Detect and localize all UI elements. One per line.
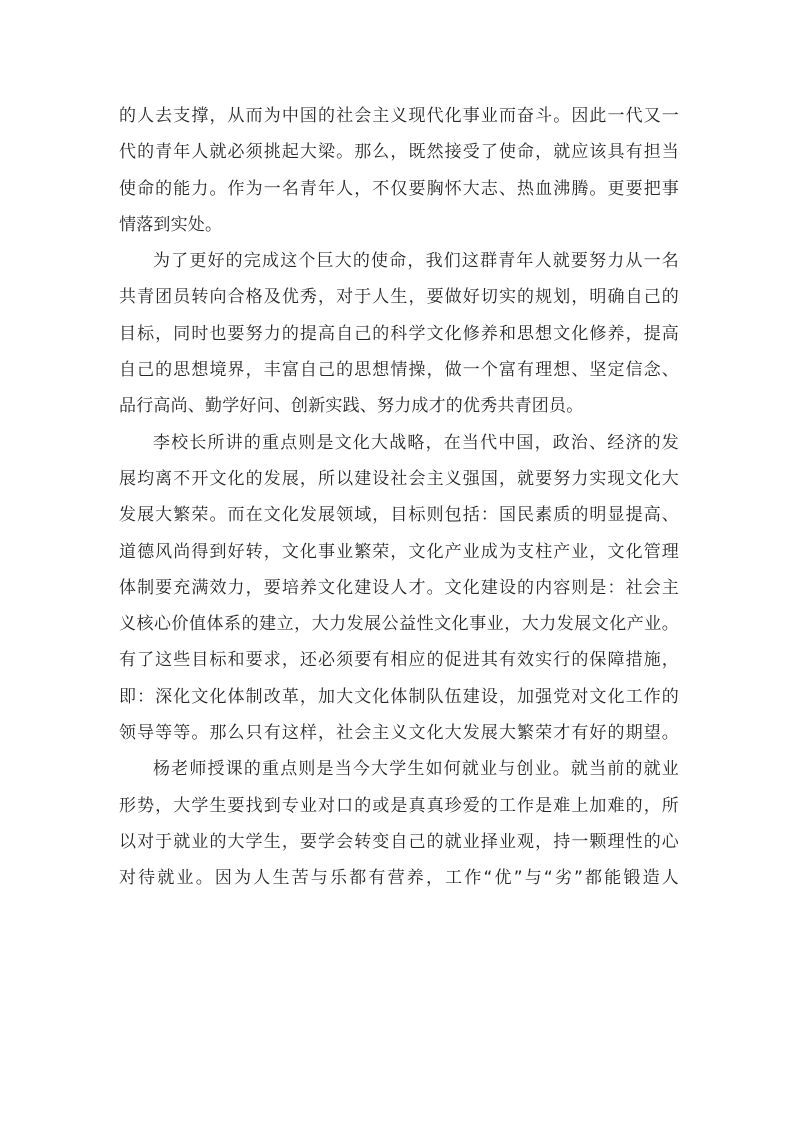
text-line: 即：深化文化体制改革，加大文化体制队伍建设，加强党对文化工作的: [119, 686, 679, 707]
text-line: 情落到实处。: [119, 214, 223, 235]
text-line: 目标，同时也要努力的提高自己的科学文化修养和思想文化修养，提高: [119, 323, 679, 344]
text-line: 道德风尚得到好转，文化事业繁荣，文化产业成为支柱产业，文化管理: [119, 541, 679, 562]
text-line: 展均离不开文化的发展，所以建设社会主义强国，就要努力实现文化大: [119, 468, 679, 489]
paragraph-start-line: 为了更好的完成这个巨大的使命，我们这群青年人就要努力从一名: [153, 251, 679, 272]
text-line: 共青团员转向合格及优秀，对于人生，要做好切实的规划，明确自己的: [119, 287, 679, 308]
paragraph-start-line: 杨老师授课的重点则是当今大学生如何就业与创业。就当前的就业: [153, 759, 679, 780]
text-line: 使命的能力。作为一名青年人，不仅要胸怀大志、热血沸腾。更要把事: [119, 178, 679, 199]
text-line: 有了这些目标和要求，还必须要有相应的促进其有效实行的保障措施，: [119, 650, 679, 671]
text-line: 代的青年人就必须挑起大梁。那么，既然接受了使命，就应该具有担当: [119, 142, 679, 163]
paragraph-start-line: 李校长所讲的重点则是文化大战略，在当代中国，政治、经济的发: [153, 432, 679, 453]
text-line: 对待就业。因为人生苦与乐都有营养，工作“优”与“劣”都能锻造人: [119, 868, 679, 889]
text-line: 领导等等。那么只有这样，社会主义文化大发展大繁荣才有好的期望。: [119, 723, 679, 744]
text-line: 义核心价值体系的建立，大力发展公益性文化事业，大力发展文化产业。: [119, 614, 679, 635]
text-line: 体制要充满效力，要培养文化建设人才。文化建设的内容则是：社会主: [119, 577, 679, 598]
text-line: 自己的思想境界，丰富自己的思想情操，做一个富有理想、坚定信念、: [119, 360, 679, 381]
text-line: 形势，大学生要找到专业对口的或是真真珍爱的工作是难上加难的，所: [119, 795, 679, 816]
text-line: 以对于就业的大学生，要学会转变自己的就业择业观，持一颗理性的心: [119, 831, 679, 852]
body-text: [119, 98, 679, 897]
text-line: 发展大繁荣。而在文化发展领域，目标则包括：国民素质的明显提高、: [119, 505, 679, 526]
text-line: 品行高尚、勤学好问、创新实践、努力成才的优秀共青团员。: [119, 396, 584, 417]
text-line: 的人去支撑，从而为中国的社会主义现代化事业而奋斗。因此一代又一: [119, 106, 679, 126]
